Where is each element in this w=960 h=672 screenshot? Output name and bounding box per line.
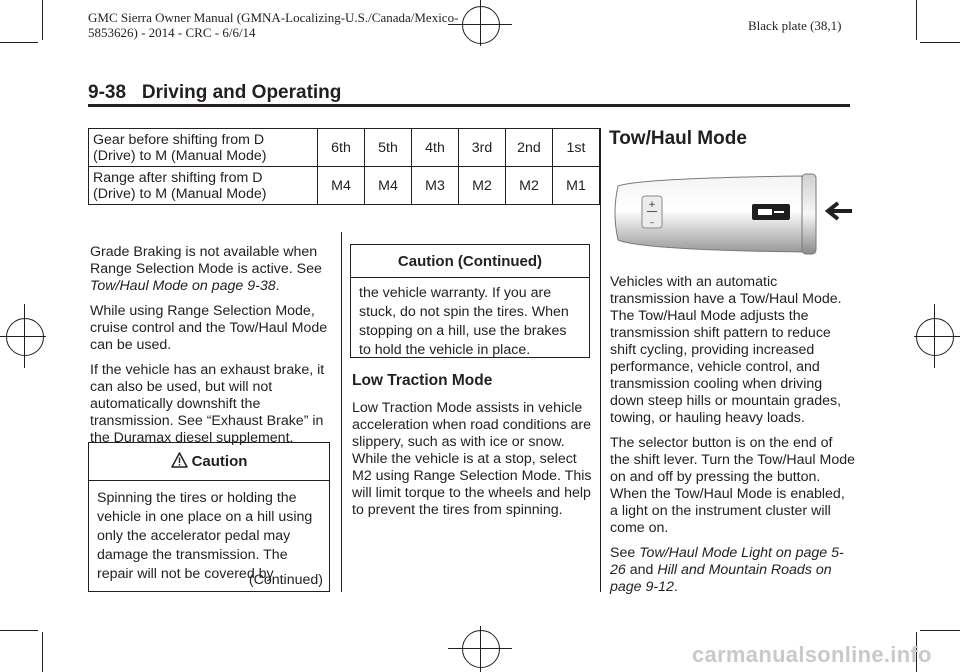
tow-haul-heading: Tow/Haul Mode xyxy=(609,128,747,149)
table-row-label: Gear before shifting from D (Drive) to M (Manual Mode) xyxy=(89,129,318,167)
shift-lever-illustration xyxy=(612,166,854,258)
registration-mark-bottom-v xyxy=(480,626,481,672)
hill-mountain-reference: Hill and Mountain Roads on page 9-12 xyxy=(610,562,832,595)
table-cell: M3 xyxy=(412,167,459,205)
caution-continued-body: the vehicle warranty. If you are stuck, do not spin the tires. When stopping on a hill, use the brakes to hold the vehicle in place. xyxy=(359,285,569,358)
caution-header xyxy=(89,443,329,480)
tow-haul-description: Vehicles with an automatic transmission have a Tow/Haul Mode. The Tow/Haul Mode adjusts the transmission shift pattern to reduce shift cycling, providing increased performance, vehicle control, and transmission cooling when driving down steep hills or mountain grades, towing, or hauling heavy loads. xyxy=(610,274,842,426)
column-divider-right xyxy=(600,128,601,592)
tow-haul-reference: Tow/Haul Mode on page 9-38 xyxy=(90,278,276,294)
tow-haul-light-reference: Tow/Haul Mode Light on page 5-26 xyxy=(610,545,844,578)
table-cell: M4 xyxy=(365,167,412,205)
range-selection-paragraph: While using Range Selection Mode, cruise control and the Tow/Haul Mode can be used. xyxy=(90,303,328,353)
print-header-line1: GMC Sierra Owner Manual (GMNA-Localizing-U.S./Canada/Mexico- xyxy=(88,10,459,25)
right-column xyxy=(610,274,856,604)
gear-range-table xyxy=(88,128,600,205)
crop-mark-bottom-left-v xyxy=(42,632,43,672)
caution-box xyxy=(88,442,330,592)
caution-continued: (Continued) xyxy=(248,572,323,588)
crop-mark-top-left-h xyxy=(0,42,38,43)
caution-continued-title: Caution (Continued) xyxy=(397,253,543,270)
caution-continued-box xyxy=(350,244,590,358)
crop-mark-top-right-h xyxy=(920,42,960,43)
crop-mark-top-left-v xyxy=(42,0,43,40)
table-cell: 2nd xyxy=(506,129,553,167)
table-cell: M4 xyxy=(318,167,365,205)
registration-mark-bottom xyxy=(462,630,500,668)
column-divider-left xyxy=(341,232,342,592)
svg-text:–: – xyxy=(649,218,655,228)
section-title: Driving and Operating xyxy=(141,82,342,103)
caution-body: Spinning the tires or holding the vehicle in one place on a hill using only the accelerator pedal may damage the transmission. The repair will not be covered by xyxy=(97,490,313,582)
table-cell: M2 xyxy=(459,167,506,205)
registration-mark-left-v xyxy=(24,304,25,368)
exhaust-brake-paragraph: If the vehicle has an exhaust brake, it can also be used, but will not automatically downshift the transmission. See “Exhaust Brake” in the Duramax diesel supplement. xyxy=(90,362,325,446)
page-title xyxy=(88,82,341,104)
print-header-line2: 5853626) - 2014 - CRC - 6/6/14 xyxy=(88,25,256,40)
registration-mark-right-v xyxy=(934,304,935,368)
crop-mark-top-right-v xyxy=(916,0,917,40)
low-traction-paragraph: Low Traction Mode assists in vehicle acceleration when road conditions are slippery, such as with ice or snow. While the vehicle is at a stop, select M2 using Range Selection Mode. This will limit torque to the wheels and help to prevent the tires from spinning. xyxy=(352,400,592,518)
table-cell: 4th xyxy=(412,129,459,167)
caution-title: Caution xyxy=(191,453,248,470)
table-cell: M2 xyxy=(506,167,553,205)
grade-braking-paragraph: Grade Braking is not available when Range Selection Mode is active. See Tow/Haul Mode on page 9-38. xyxy=(90,244,322,294)
registration-mark-right xyxy=(916,318,954,356)
print-header-left xyxy=(88,10,488,40)
print-header-right: Black plate (38,1) xyxy=(748,18,842,33)
table-cell: 5th xyxy=(365,129,412,167)
title-rule xyxy=(88,104,850,107)
table-cell: 3rd xyxy=(459,129,506,167)
table-row xyxy=(89,167,600,205)
registration-mark-left xyxy=(6,318,44,356)
table-cell: 1st xyxy=(553,129,600,167)
left-column xyxy=(90,244,334,455)
watermark: carmanualsonline.info xyxy=(692,642,932,667)
registration-mark-right-h xyxy=(914,336,960,337)
registration-mark-left-h xyxy=(0,336,46,337)
crop-mark-bottom-left-h xyxy=(0,630,38,631)
page-number: 9-38 xyxy=(88,82,127,103)
table-row-label: Range after shifting from D (Drive) to M (Manual Mode) xyxy=(89,167,318,205)
see-also-paragraph: See Tow/Haul Mode Light on page 5-26 and Hill and Mountain Roads on page 9-12. xyxy=(610,545,844,595)
table-cell: 6th xyxy=(318,129,365,167)
table-cell: M1 xyxy=(553,167,600,205)
crop-mark-bottom-right-h xyxy=(920,630,960,631)
low-traction-heading: Low Traction Mode xyxy=(352,372,493,389)
table-row xyxy=(89,129,600,167)
selector-button-paragraph: The selector button is on the end of the shift lever. Turn the Tow/Haul Mode on and off by pressing the button. When the Tow/Haul Mode is enabled, a light on the instrument cluster will come on. xyxy=(610,435,855,536)
svg-text:+: + xyxy=(648,200,656,210)
caution-icon xyxy=(171,452,188,472)
